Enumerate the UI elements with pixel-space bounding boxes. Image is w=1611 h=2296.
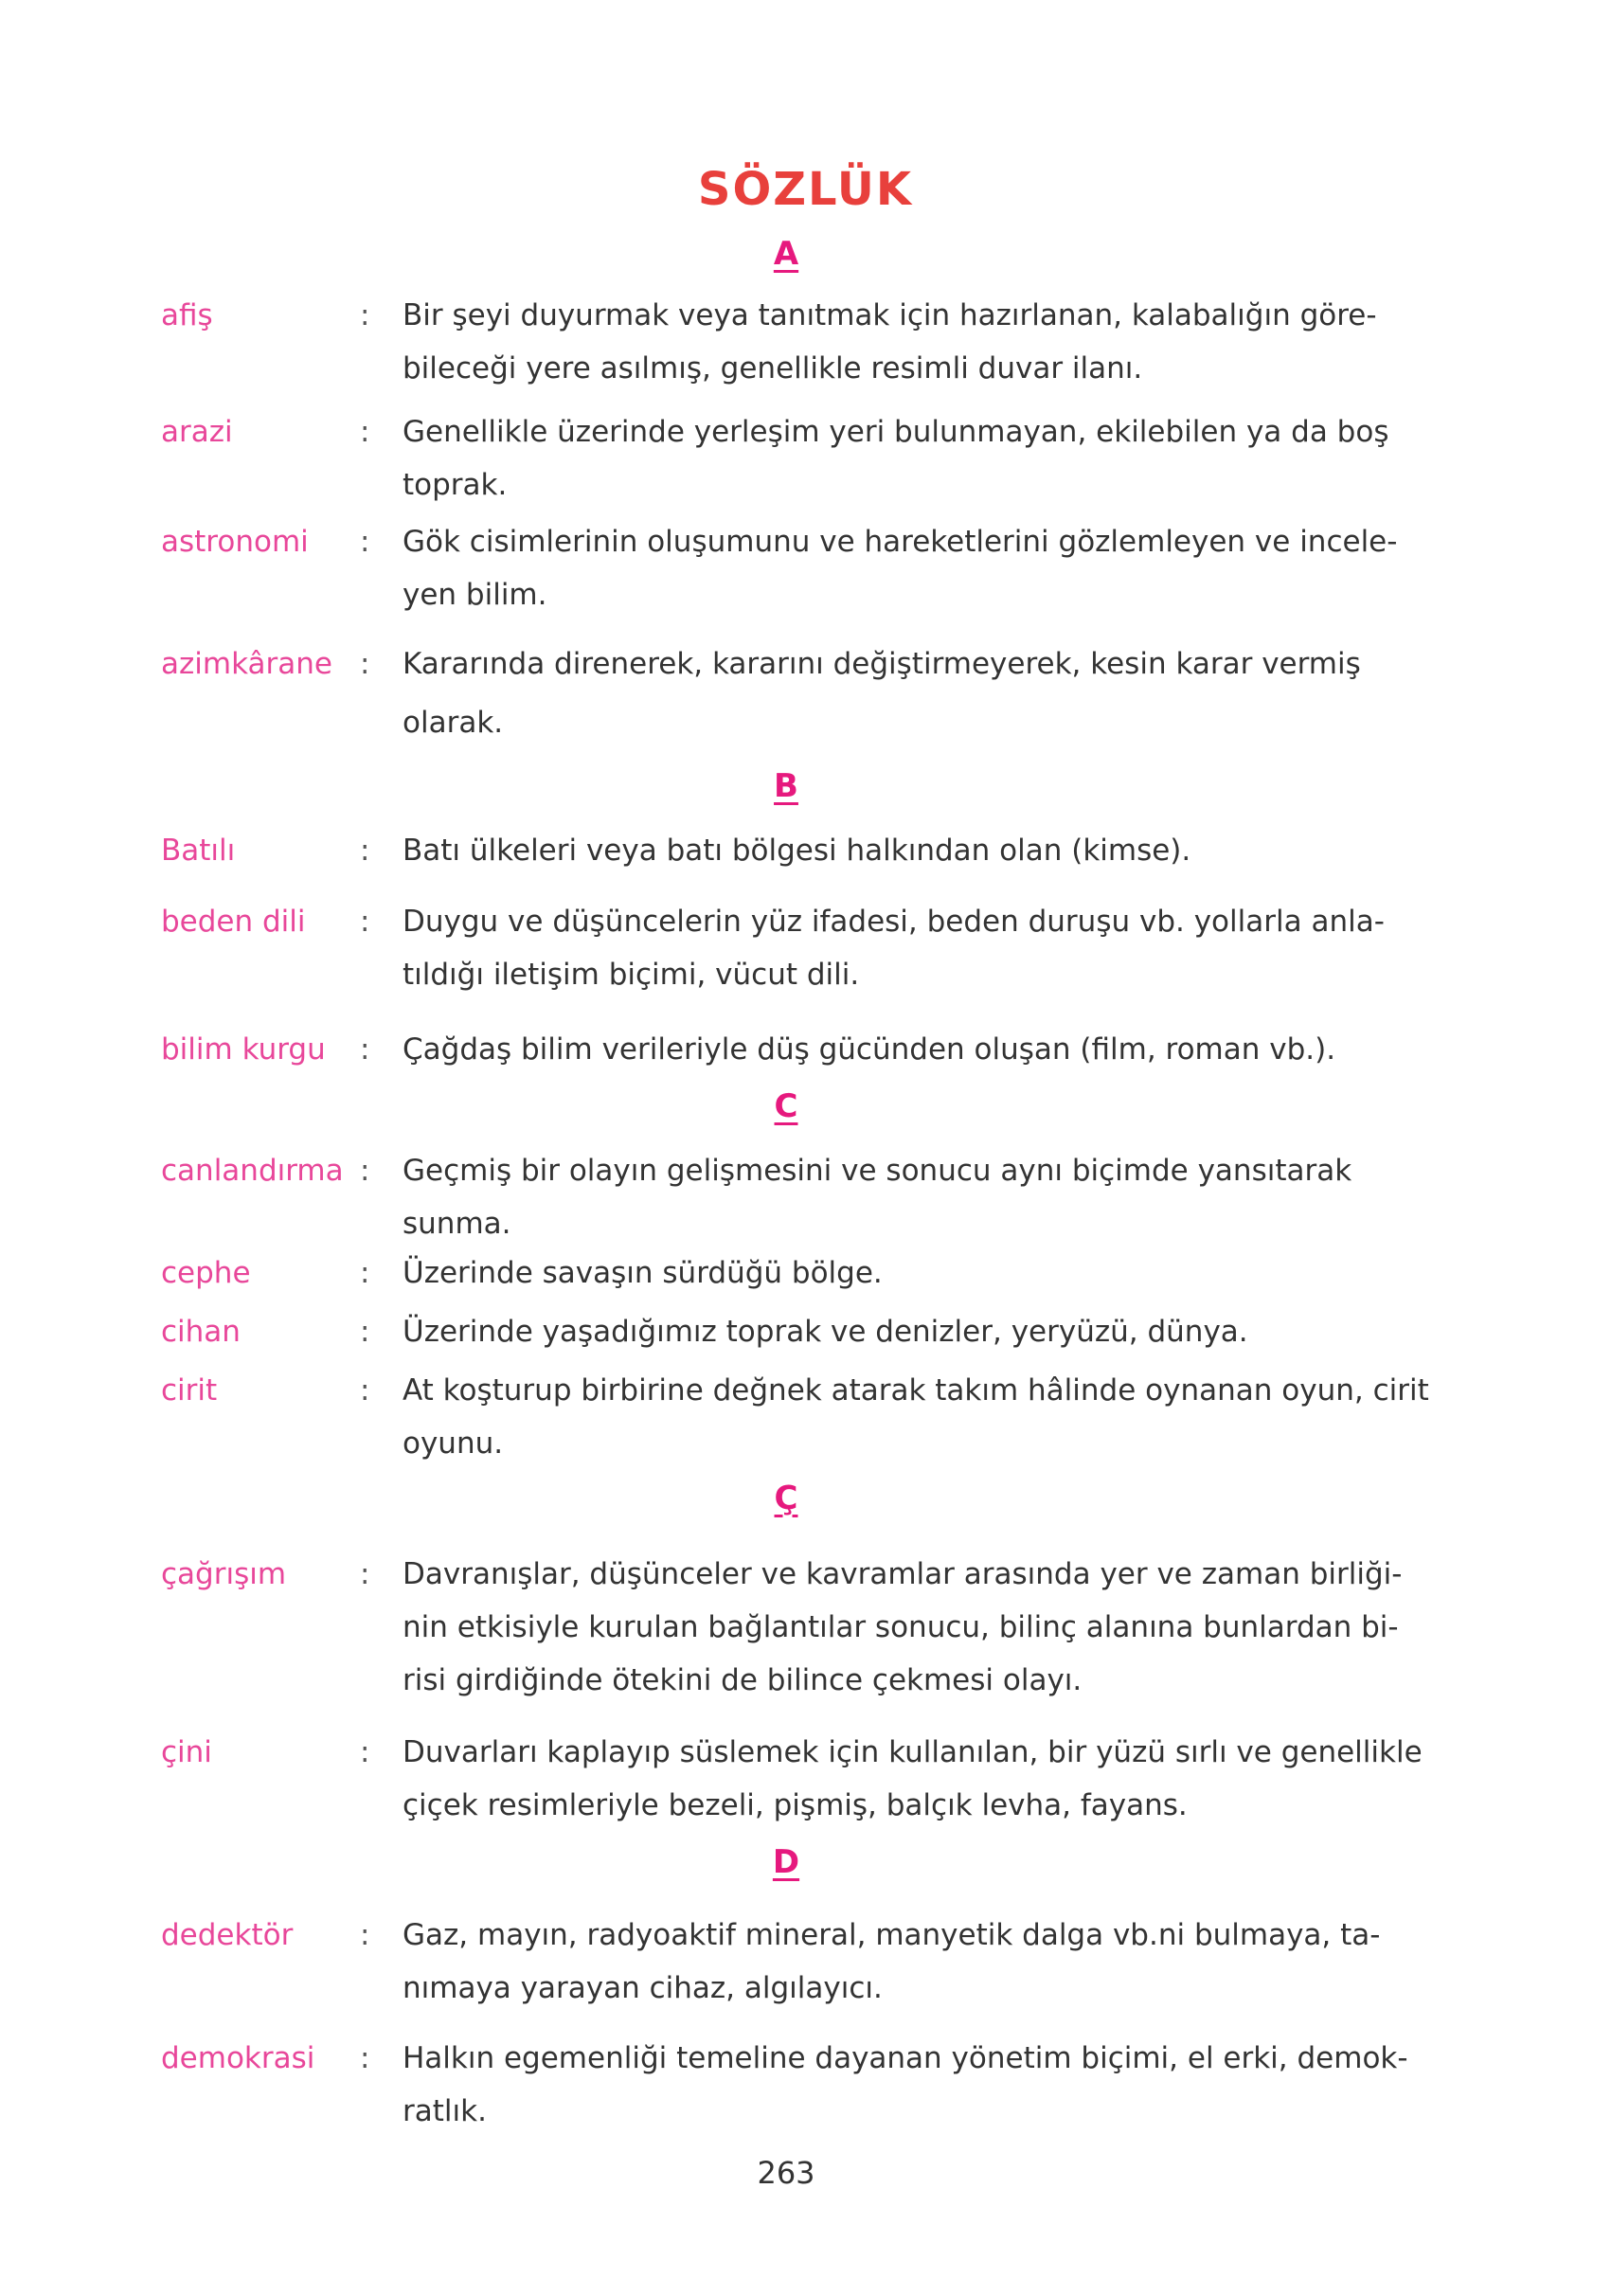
entry-term: cirit xyxy=(161,1373,218,1408)
entry-definition: Genellikle üzerinde yerleşim yeri bulunmayan, ekilebilen ya da boş toprak. xyxy=(403,415,1389,502)
page-title: SÖZLÜK xyxy=(697,163,914,216)
entry-definition: Kararında direnerek, kararını değiştirmeyerek, kesin karar vermiş olarak. xyxy=(403,647,1361,740)
entry-colon: : xyxy=(360,1735,370,1769)
entry-colon: : xyxy=(360,1918,370,1952)
entry-cihan xyxy=(161,1305,1430,1358)
entry-term: demokrasi xyxy=(161,2041,315,2075)
entry-term: canlandırma xyxy=(161,1154,344,1188)
entry-astronomi xyxy=(161,515,1430,621)
entry-afis xyxy=(161,289,1430,395)
section-letter-d: D xyxy=(772,1843,800,1881)
entry-definition: Duvarları kaplayıp süslemek için kullanılan, bir yüzü sırlı ve genellikle çiçek resimleriyle bezeli, pişmiş, balçık levha, fayans. xyxy=(403,1735,1423,1822)
section-letter-a: A xyxy=(773,235,799,273)
entry-cagrisim xyxy=(161,1548,1430,1707)
entry-colon: : xyxy=(360,647,370,681)
entry-cini xyxy=(161,1726,1430,1832)
entry-term: bilim kurgu xyxy=(161,1032,326,1067)
entry-colon: : xyxy=(360,1373,370,1408)
entry-azimkarane xyxy=(161,635,1430,752)
entry-colon: : xyxy=(360,1256,370,1290)
entry-definition: Üzerinde savaşın sürdüğü bölge. xyxy=(403,1256,883,1290)
entry-definition: Batı ülkeleri veya batı bölgesi halkından olan (kimse). xyxy=(403,834,1191,868)
page-number: 263 xyxy=(757,2155,815,2191)
entry-colon: : xyxy=(360,834,370,868)
entry-definition: Gaz, mayın, radyoaktif mineral, manyetik dalga vb.ni bulmaya, ta-nımaya yarayan cihaz, algılayıcı. xyxy=(403,1918,1381,2005)
entry-colon: : xyxy=(360,905,370,939)
entry-definition: Geçmiş bir olayın gelişmesini ve sonucu aynı biçimde yansıtarak sunma. xyxy=(403,1154,1352,1241)
entry-term: beden dili xyxy=(161,905,306,939)
entry-term: astronomi xyxy=(161,525,309,559)
entry-definition: Gök cisimlerinin oluşumunu ve hareketlerini gözlemleyen ve incele-yen bilim. xyxy=(403,525,1398,612)
entry-colon: : xyxy=(360,298,370,332)
entry-cirit xyxy=(161,1364,1430,1470)
entry-batili xyxy=(161,824,1430,877)
entry-term: Batılı xyxy=(161,834,236,868)
entry-definition: At koşturup birbirine değnek atarak takım hâlinde oynanan oyun, cirit oyunu. xyxy=(403,1373,1429,1461)
entry-term: cihan xyxy=(161,1315,241,1349)
entry-colon: : xyxy=(360,2041,370,2075)
entry-colon: : xyxy=(360,1154,370,1188)
entry-arazi xyxy=(161,405,1430,511)
entry-colon: : xyxy=(360,1315,370,1349)
entry-bilim-kurgu xyxy=(161,1023,1430,1076)
section-letter-c-cedilla: Ç xyxy=(774,1480,798,1517)
entry-definition: Çağdaş bilim verileriyle düş gücünden oluşan (film, roman vb.). xyxy=(403,1032,1336,1067)
entry-dedektor xyxy=(161,1909,1430,2015)
entry-canlandirma xyxy=(161,1144,1430,1250)
entry-colon: : xyxy=(360,1032,370,1067)
entry-demokrasi xyxy=(161,2032,1430,2138)
entry-cephe xyxy=(161,1247,1430,1300)
entry-term: cephe xyxy=(161,1256,251,1290)
entry-term: çağrışım xyxy=(161,1557,287,1591)
entry-definition: Bir şeyi duyurmak veya tanıtmak için hazırlanan, kalabalığın göre-bileceği yere asılmış, genellikle resimli duvar ilanı. xyxy=(403,298,1377,386)
section-letter-b: B xyxy=(774,767,798,805)
entry-term: afiş xyxy=(161,298,213,332)
entry-term: arazi xyxy=(161,415,233,449)
entry-definition: Davranışlar, düşünceler ve kavramlar arasında yer ve zaman birliği-nin etkisiyle kurulan bağlantılar sonucu, bilinç alanına bunlardan bi-risi girdiğinde ötekini de bilince çekmesi olayı. xyxy=(403,1557,1403,1697)
entry-term: azimkârane xyxy=(161,647,332,681)
section-letter-c: C xyxy=(774,1087,798,1125)
entry-colon: : xyxy=(360,415,370,449)
entry-definition: Duygu ve düşüncelerin yüz ifadesi, beden duruşu vb. yollarla anla-tıldığı iletişim biçimi, vücut dili. xyxy=(403,905,1385,992)
entry-term: dedektör xyxy=(161,1918,294,1952)
entry-beden-dili xyxy=(161,895,1430,1001)
entry-colon: : xyxy=(360,1557,370,1591)
entry-colon: : xyxy=(360,525,370,559)
entry-definition: Halkın egemenliği temeline dayanan yönetim biçimi, el erki, demok-ratlık. xyxy=(403,2041,1408,2128)
entry-term: çini xyxy=(161,1735,212,1769)
entry-definition: Üzerinde yaşadığımız toprak ve denizler, yeryüzü, dünya. xyxy=(403,1315,1248,1349)
